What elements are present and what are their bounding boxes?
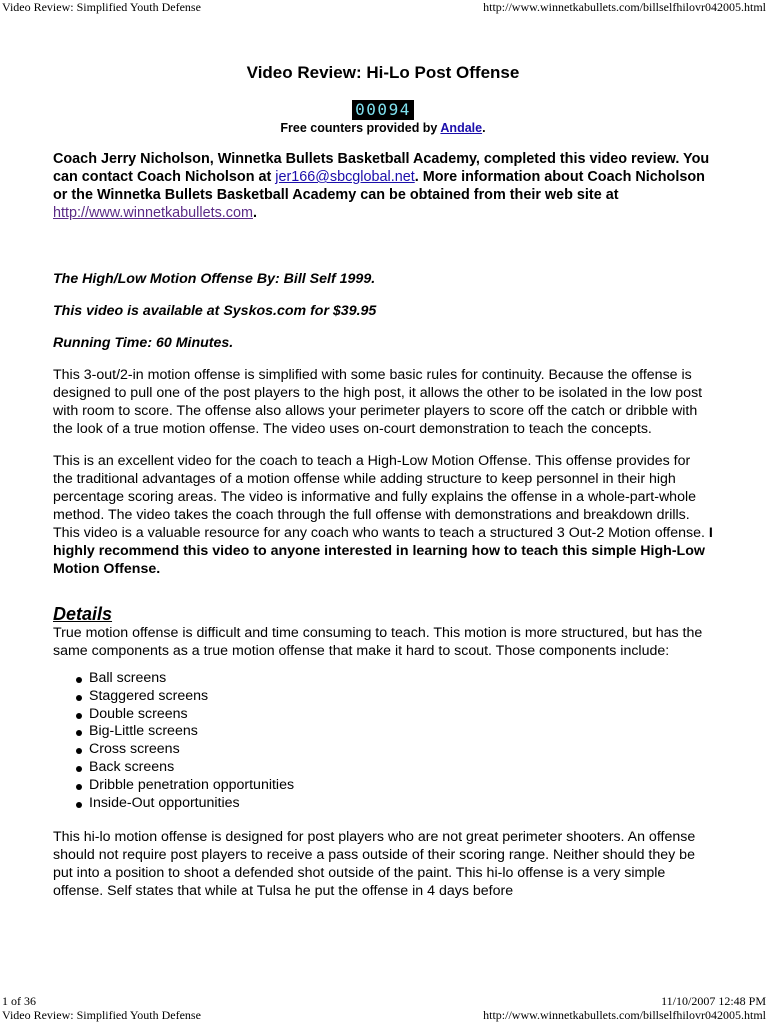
- print-footer-title: Video Review: Simplified Youth Defense: [2, 1008, 201, 1022]
- components-list: [75, 670, 713, 812]
- list-item-label: Inside-Out opportunities: [89, 794, 240, 811]
- list-item: [75, 759, 713, 777]
- bullet-icon: [76, 802, 82, 808]
- list-item: [75, 706, 713, 724]
- counter-note-suffix: .: [482, 121, 486, 135]
- list-item: [75, 795, 713, 813]
- bullet-icon: [76, 695, 82, 701]
- list-item-label: Staggered screens: [89, 687, 209, 704]
- counter-note-prefix: Free counters provided by: [280, 121, 441, 135]
- list-item: [75, 741, 713, 759]
- list-item: [75, 723, 713, 741]
- email-link[interactable]: jer166@sbcglobal.net: [275, 169, 415, 185]
- paragraph-post-players: This hi-lo motion offense is designed for post players who are not great perimeter shooters. An offense should not require post players to receive a pass outside of their scoring range. Neither should they be put into a position to shoot a defended shot outside of the paint. This hi-lo offense is a very simple offense. Self states that while at Tulsa he put the offense in 4 days before: [53, 829, 696, 900]
- bullet-icon: [76, 784, 82, 790]
- list-item-label: Big-Little screens: [89, 723, 198, 740]
- running-time: Running Time: 60 Minutes.: [53, 335, 234, 351]
- counter-digit: 0: [377, 100, 389, 119]
- counter-digit: 4: [399, 100, 411, 119]
- recommendation-bold: I highly recommend this video to anyone interested in learning how to teach this simple High-Low Motion Offense.: [53, 525, 713, 577]
- print-header-title: Video Review: Simplified Youth Defense: [2, 0, 201, 14]
- bullet-icon: [76, 730, 82, 736]
- list-item-label: Dribble penetration opportunities: [89, 776, 295, 793]
- list-item: [75, 670, 713, 688]
- page-title: Video Review: Hi-Lo Post Offense: [246, 63, 520, 82]
- bullet-icon: [76, 766, 82, 772]
- intro-text-1: Coach Jerry Nicholson, Winnetka Bullets Basketball Academy, completed this video review. You can contact Coach Nicholson at: [53, 151, 710, 185]
- bullet-icon: [76, 748, 82, 754]
- recommendation-text: This is an excellent video for the coach to teach a High-Low Motion Offense. This offense provides for the traditional advantages of a motion offense while adding structure to keep personnel in their high percentage scoring areas. The video is informative and fully explains the offense in a whole-part-whole method. The video takes the coach through the full offense with demonstrations and breakdown drills. This video is a valuable resource for any coach who wants to teach a structured 3 Out-2 Motion offense.: [53, 453, 709, 541]
- bullet-icon: [76, 713, 82, 719]
- list-item-label: Ball screens: [89, 670, 167, 686]
- andale-link[interactable]: Andale: [440, 121, 483, 135]
- list-item: [75, 777, 713, 795]
- video-title: The High/Low Motion Offense By: Bill Self 1999.: [53, 271, 376, 287]
- list-item-label: Double screens: [89, 705, 188, 722]
- print-header: [2, 0, 766, 14]
- page-content: [53, 62, 713, 900]
- list-item-label: Cross screens: [89, 741, 180, 758]
- reviewer-intro: [53, 150, 713, 222]
- print-footer-url: http://www.winnetkabullets.com/billselfhilovr042005.html: [483, 1008, 766, 1022]
- paragraph-overview: This 3-out/2-in motion offense is simplified with some basic rules for continuity. Because the offense is designed to pull one of the post players to the high post, it allows the other to be isolated in the low post with room to score. The offense also allows your perimeter players to score off the catch or dribble with the look of a true motion offense. The video uses on-court demonstration to teach the concepts.: [53, 367, 703, 437]
- paragraph-recommendation: [53, 452, 713, 578]
- print-header-url: http://www.winnetkabullets.com/billselfhilovr042005.html: [483, 0, 766, 14]
- hit-counter: [53, 100, 713, 120]
- bullet-icon: [76, 677, 82, 683]
- details-heading: Details: [53, 604, 113, 624]
- counter-digit: 0: [366, 100, 378, 119]
- print-footer: [2, 994, 766, 1022]
- list-item-label: Back screens: [89, 758, 175, 775]
- list-item: [75, 688, 713, 706]
- intro-text-3: .: [252, 205, 257, 221]
- page-number: 1 of 36: [2, 994, 36, 1008]
- intro-text-2: . More information about Coach Nicholson or the Winnetka Bullets Basketball Academy can be obtained from their web site at: [53, 169, 705, 203]
- website-link[interactable]: http://www.winnetkabullets.com: [53, 205, 253, 221]
- counter-digits: [352, 100, 414, 120]
- availability-note: This video is available at Syskos.com for $39.95: [53, 303, 377, 319]
- counter-digit: 0: [355, 100, 367, 119]
- counter-note: [53, 120, 713, 136]
- counter-digit: 9: [388, 100, 400, 119]
- details-intro: True motion offense is difficult and time consuming to teach. This motion is more structured, but has the same components as a true motion offense that make it hard to scout. Those components include:: [53, 625, 703, 659]
- print-datetime: 11/10/2007 12:48 PM: [661, 994, 766, 1008]
